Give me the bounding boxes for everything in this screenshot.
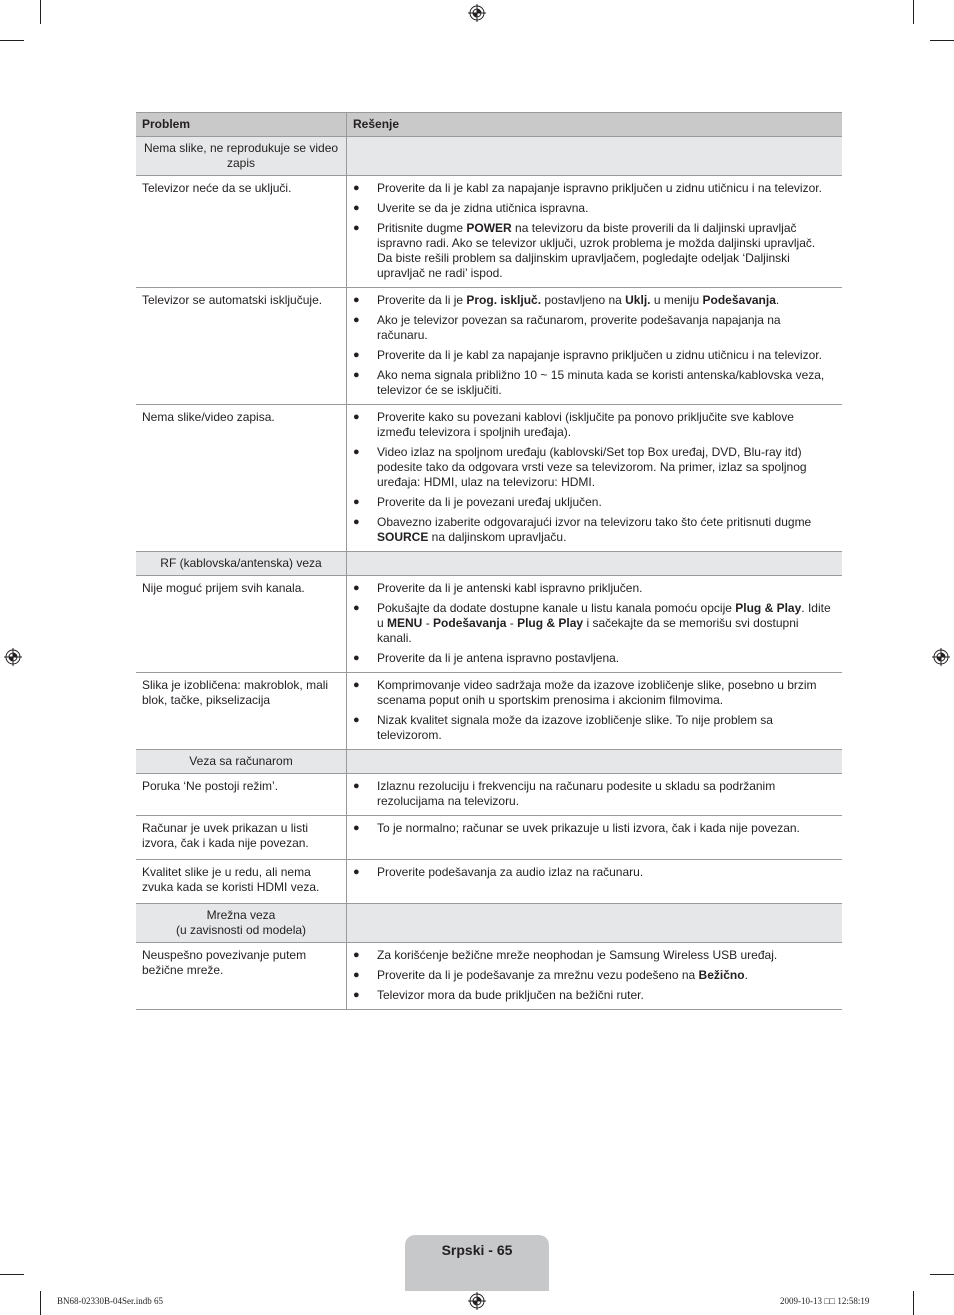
- list-item: [353, 948, 832, 963]
- list-item: [353, 601, 832, 646]
- solution-cell: [347, 904, 843, 943]
- list-item: [353, 348, 832, 363]
- problem-cell: Računar je uvek prikazan u listi izvora, čak i kada nije povezan.: [136, 816, 347, 860]
- bullet-icon: ●: [353, 714, 360, 726]
- solution-text: . Idite u: [377, 601, 831, 630]
- problem-cell: Kvalitet slike je u redu, ali nema zvuka kada se koristi HDMI veza.: [136, 860, 347, 904]
- section-row: [136, 137, 842, 176]
- bullet-icon: ●: [353, 446, 360, 458]
- solution-cell: [347, 860, 843, 904]
- section-title: Veza sa računarom: [136, 750, 347, 774]
- crop-mark: [0, 40, 24, 41]
- table-row: [136, 673, 842, 750]
- problem-cell: Televizor se automatski isključuje.: [136, 288, 347, 405]
- solution-cell: [347, 816, 843, 860]
- crop-mark: [913, 1291, 914, 1315]
- section-title: RF (kablovska/antenska) veza: [136, 552, 347, 576]
- solution-text: u meniju: [650, 293, 703, 307]
- bullet-icon: ●: [353, 182, 360, 194]
- section-title: Nema slike, ne reprodukuje se video zapis: [136, 137, 347, 176]
- bullet-icon: ●: [353, 822, 360, 834]
- solution-text: Proverite da li je: [377, 293, 467, 307]
- bullet-icon: ●: [353, 369, 360, 381]
- solution-cell: [347, 774, 843, 816]
- table-row: [136, 816, 842, 860]
- crop-mark: [0, 1274, 24, 1275]
- solution-text: Proverite da li je podešavanje za mrežnu vezu podešeno na: [377, 968, 699, 982]
- bullet-icon: ●: [353, 222, 360, 234]
- solution-text: postavljeno na: [541, 293, 626, 307]
- list-item: [353, 968, 832, 983]
- solution-text: Proverite podešavanja za audio izlaz na računaru.: [377, 865, 644, 879]
- list-item: [353, 713, 832, 743]
- bullet-icon: ●: [353, 314, 360, 326]
- page-number: Srpski - 65: [441, 1242, 513, 1258]
- registration-mark-icon: [932, 648, 950, 666]
- list-item: [353, 515, 832, 545]
- solution-bold-text: Bežično: [698, 968, 745, 982]
- section-row: [136, 750, 842, 774]
- solution-bold-text: POWER: [466, 221, 512, 235]
- list-item: [353, 779, 832, 809]
- bullet-icon: ●: [353, 969, 360, 981]
- solution-text: i sačekajte da se memorišu svi dostupni kanali.: [377, 616, 799, 645]
- solution-text: Televizor mora da bude priključen na bežični ruter.: [377, 988, 644, 1002]
- header-solution: Rešenje: [347, 113, 843, 137]
- solution-bold-text: Plug & Play: [735, 601, 802, 615]
- troubleshooting-table: [136, 112, 842, 1010]
- list-item: [353, 821, 832, 836]
- list-item: [353, 865, 832, 880]
- solution-list: [353, 410, 832, 545]
- solution-cell: [347, 552, 843, 576]
- solution-list: [353, 821, 832, 836]
- bullet-icon: ●: [353, 202, 360, 214]
- solution-list: [353, 865, 832, 880]
- solution-text: Video izlaz na spoljnom uređaju (kablovski/Set top Box uređaj, DVD, Blu-ray itd) podesite tako da odgovara vrsti veze sa televizorom. Na primer, izlaz sa spoljnog uređaja: HDMI, ulaz na televizoru: HDMI.: [377, 445, 807, 489]
- solution-list: [353, 678, 832, 743]
- solution-text: na televizoru da biste proverili da li daljinski upravljač ispravno radi. Ako se televizor uključi, uzrok problema je možda daljinski upravljač. Da biste rešili problem sa daljinskim upravljačem, pogledajte odeljak ‘Daljinski upravljač ne radi’ ispod.: [377, 221, 816, 280]
- bullet-icon: ●: [353, 496, 360, 508]
- section-row: [136, 904, 842, 943]
- problem-cell: Slika je izobličena: makroblok, mali blok, tačke, pikselizacija: [136, 673, 347, 750]
- table-row: [136, 943, 842, 1010]
- list-item: [353, 201, 832, 216]
- list-item: [353, 495, 832, 510]
- solution-cell: [347, 137, 843, 176]
- solution-text: na daljinskom upravljaču.: [428, 530, 567, 544]
- crop-mark: [40, 0, 41, 24]
- solution-cell: [347, 750, 843, 774]
- solution-list: [353, 293, 832, 398]
- list-item: [353, 221, 832, 281]
- solution-list: [353, 581, 832, 666]
- header-problem: Problem: [136, 113, 347, 137]
- table-row: [136, 860, 842, 904]
- crop-mark: [913, 0, 914, 24]
- solution-text: Proverite da li je kabl za napajanje ispravno priključen u zidnu utičnicu i na televizor.: [377, 181, 822, 195]
- solution-bold-text: Podešavanja: [702, 293, 776, 307]
- bullet-icon: ●: [353, 582, 360, 594]
- table-row: [136, 576, 842, 673]
- solution-bold-text: Plug & Play: [517, 616, 584, 630]
- solution-text: Pokušajte da dodate dostupne kanale u listu kanala pomoću opcije: [377, 601, 736, 615]
- solution-text: Proverite da li je antenski kabl ispravno priključen.: [377, 581, 643, 595]
- bullet-icon: ●: [353, 866, 360, 878]
- solution-text: Proverite da li je kabl za napajanje ispravno priključen u zidnu utičnicu i na televizor.: [377, 348, 822, 362]
- table-row: [136, 405, 842, 552]
- bullet-icon: ●: [353, 989, 360, 1001]
- solution-text: -: [506, 616, 518, 630]
- solution-text: .: [744, 968, 748, 982]
- bullet-icon: ●: [353, 602, 360, 614]
- solution-text: Proverite kako su povezani kablovi (isključite pa ponovo priključite sve kablove između televizora i spoljnih uređaja).: [377, 410, 794, 439]
- list-item: [353, 988, 832, 1003]
- solution-list: [353, 948, 832, 1003]
- solution-bold-text: Podešavanja: [433, 616, 507, 630]
- list-item: [353, 410, 832, 440]
- list-item: [353, 293, 832, 308]
- problem-cell: Neuspešno povezivanje putem bežične mreže.: [136, 943, 347, 1010]
- registration-mark-icon: [4, 648, 22, 666]
- problem-cell: Nije moguć prijem svih kanala.: [136, 576, 347, 673]
- bullet-icon: ●: [353, 652, 360, 664]
- table-row: [136, 176, 842, 288]
- solution-text: Uverite se da je zidna utičnica ispravna.: [377, 201, 589, 215]
- solution-text: Obavezno izaberite odgovarajući izvor na televizoru tako što ćete pritisnuti dugme: [377, 515, 812, 529]
- table-row: [136, 774, 842, 816]
- list-item: [353, 313, 832, 343]
- bullet-icon: ●: [353, 679, 360, 691]
- bullet-icon: ●: [353, 411, 360, 423]
- problem-cell: Poruka ‘Ne postoji režim’.: [136, 774, 347, 816]
- solution-text: Za korišćenje bežične mreže neophodan je Samsung Wireless USB uređaj.: [377, 948, 778, 962]
- table-row: [136, 288, 842, 405]
- solution-list: [353, 779, 832, 809]
- solution-cell: [347, 405, 843, 552]
- solution-cell: [347, 943, 843, 1010]
- solution-text: Komprimovanje video sadržaja može da izazove izobličenje slike, posebno u brzim scenama poput onih u sportskim prenosima i akcionim filmovima.: [377, 678, 817, 707]
- solution-text: .: [775, 293, 780, 307]
- solution-text: Proverite da li je antena ispravno postavljena.: [377, 651, 620, 665]
- bullet-icon: ●: [353, 349, 360, 361]
- section-row: [136, 552, 842, 576]
- solution-bold-text: Uklj.: [625, 293, 651, 307]
- list-item: [353, 678, 832, 708]
- registration-mark-icon: [468, 4, 486, 22]
- section-title: Mrežna veza (u zavisnosti od modela): [136, 904, 347, 943]
- solution-cell: [347, 673, 843, 750]
- crop-mark: [40, 1291, 41, 1315]
- table-body: [136, 137, 842, 1010]
- footer-timestamp: 2009-10-13 □□ 12:58:19: [780, 1296, 870, 1306]
- solution-cell: [347, 576, 843, 673]
- list-item: [353, 651, 832, 666]
- solution-text: Ako je televizor povezan sa računarom, proverite podešavanja napajanja na računaru.: [377, 313, 781, 342]
- solution-bold-text: Prog. isključ.: [466, 293, 542, 307]
- solution-text: Izlaznu rezoluciju i frekvenciju na računaru podesite u skladu sa podržanim rezolucijama na televizoru.: [377, 779, 776, 808]
- solution-bold-text: MENU: [387, 616, 423, 630]
- bullet-icon: ●: [353, 780, 360, 792]
- list-item: [353, 368, 832, 398]
- solution-text: Pritisnite dugme: [377, 221, 467, 235]
- bullet-icon: ●: [353, 949, 360, 961]
- problem-cell: Nema slike/video zapisa.: [136, 405, 347, 552]
- solution-list: [353, 181, 832, 281]
- solution-text: Nizak kvalitet signala može da izazove izobličenje slike. To nije problem sa televizorom.: [377, 713, 773, 742]
- solution-cell: [347, 176, 843, 288]
- table-header-row: [136, 113, 842, 137]
- list-item: [353, 445, 832, 490]
- list-item: [353, 181, 832, 196]
- solution-text: -: [422, 616, 434, 630]
- solution-cell: [347, 288, 843, 405]
- registration-mark-icon: [468, 1292, 486, 1310]
- crop-mark: [930, 40, 954, 41]
- solution-bold-text: SOURCE: [377, 530, 429, 544]
- list-item: [353, 581, 832, 596]
- solution-text: To je normalno; računar se uvek prikazuje u listi izvora, čak i kada nije povezan.: [377, 821, 800, 835]
- problem-cell: Televizor neće da se uključi.: [136, 176, 347, 288]
- crop-mark: [930, 1274, 954, 1275]
- bullet-icon: ●: [353, 294, 360, 306]
- solution-text: Ako nema signala približno 10 ~ 15 minuta kada se koristi antenska/kablovska veza, televizor će se isključiti.: [377, 368, 825, 397]
- footer-file-name: BN68-02330B-04Ser.indb 65: [57, 1296, 164, 1306]
- solution-text: Proverite da li je povezani uređaj uključen.: [377, 495, 602, 509]
- bullet-icon: ●: [353, 516, 360, 528]
